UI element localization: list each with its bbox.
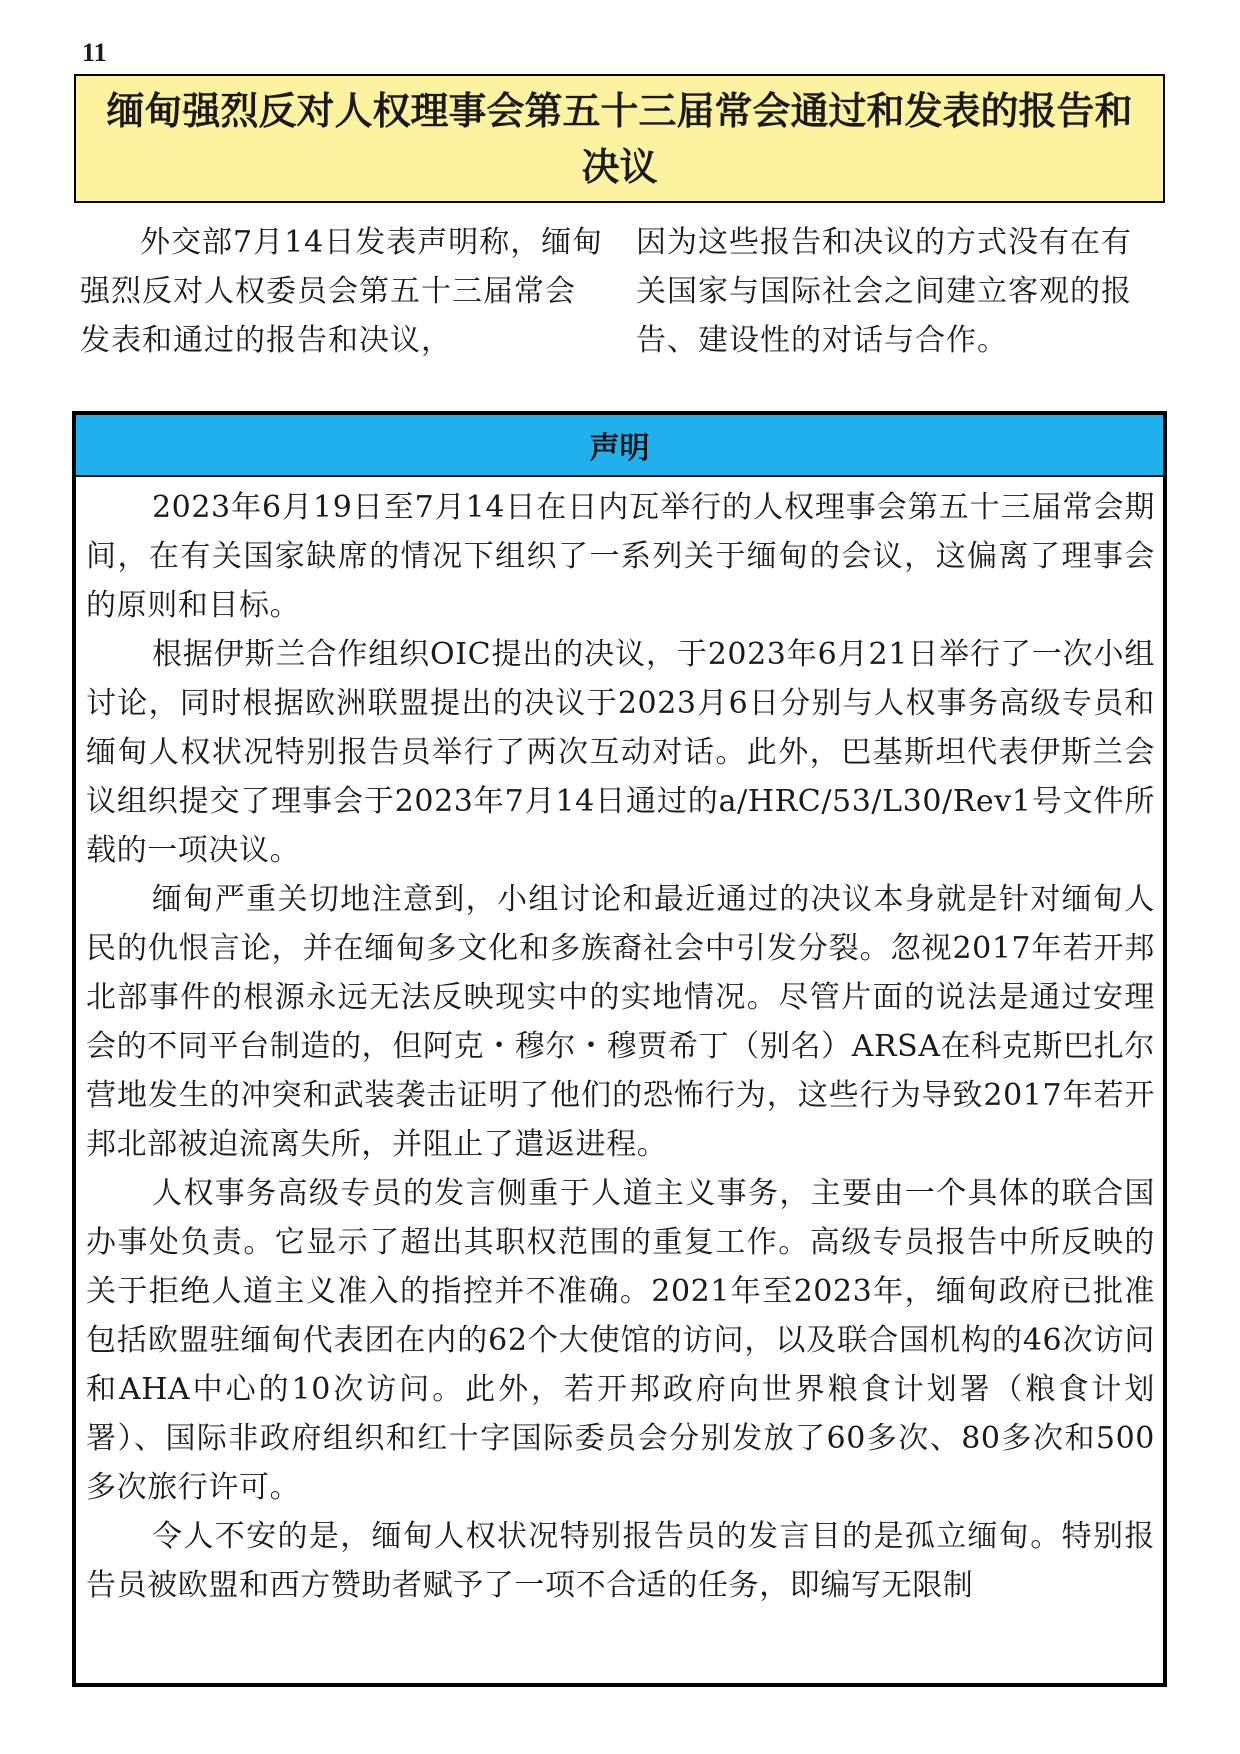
intro-right-column: 因为这些报告和决议的方式没有在有关国家与国际社会之间建立客观的报告、建设性的对话与合作。 xyxy=(636,225,1132,358)
page-number: 11 xyxy=(82,38,107,67)
intro-left-column: 外交部7月14日发表声明称，缅甸强烈反对人权委员会第五十三届常会发表和通过的报告和决议， xyxy=(80,225,604,358)
statement-box xyxy=(72,411,1167,1687)
statement-body xyxy=(76,477,1163,1610)
statement-paragraph: 令人不安的是，缅甸人权状况特别报告员的发言目的是孤立缅甸。特别报告员被欧盟和西方赞助者赋予了一项不合适的任务，即编写无限制 xyxy=(86,1519,1155,1603)
article-title-box xyxy=(74,74,1165,203)
intro-section xyxy=(80,218,1160,365)
statement-heading: 声明 xyxy=(76,415,1163,477)
statement-paragraph: 根据伊斯兰合作组织OIC提出的决议，于2023年6月21日举行了一次小组讨论，同时根据欧洲联盟提出的决议于2023月6日分别与人权事务高级专员和缅甸人权状况特别报告员举行了两次互动对话。此外，巴基斯坦代表伊斯兰会议组织提交了理事会于2023年7月14日通过的a/HRC/53/L30/Rev1号文件所载的一项决议。 xyxy=(86,637,1155,868)
statement-paragraph: 缅甸严重关切地注意到，小组讨论和最近通过的决议本身就是针对缅甸人民的仇恨言论，并在缅甸多文化和多族裔社会中引发分裂。忽视2017年若开邦北部事件的根源永远无法反映现实中的实地情况。尽管片面的说法是通过安理会的不同平台制造的，但阿克・穆尔・穆贾希丁（别名）ARSA在科克斯巴扎尔营地发生的冲突和武装袭击证明了他们的恐怖行为，这些行为导致2017年若开邦北部被迫流离失所，并阻止了遣返进程。 xyxy=(86,882,1155,1162)
statement-paragraph: 人权事务高级专员的发言侧重于人道主义事务，主要由一个具体的联合国办事处负责。它显示了超出其职权范围的重复工作。高级专员报告中所反映的关于拒绝人道主义准入的指控并不准确。2021年至2023年，缅甸政府已批准包括欧盟驻缅甸代表团在内的62个大使馆的访问，以及联合国机构的46次访问和AHA中心的10次访问。此外，若开邦政府向世界粮食计划署（粮食计划署）、国际非政府组织和红十字国际委员会分别发放了60多次、80多次和500多次旅行许可。 xyxy=(86,1176,1155,1505)
article-title: 缅甸强烈反对人权理事会第五十三届常会通过和发表的报告和决议 xyxy=(106,88,1133,189)
statement-paragraph: 2023年6月19日至7月14日在日内瓦举行的人权理事会第五十三届常会期间，在有关国家缺席的情况下组织了一系列关于缅甸的会议，这偏离了理事会的原则和目标。 xyxy=(86,490,1155,623)
